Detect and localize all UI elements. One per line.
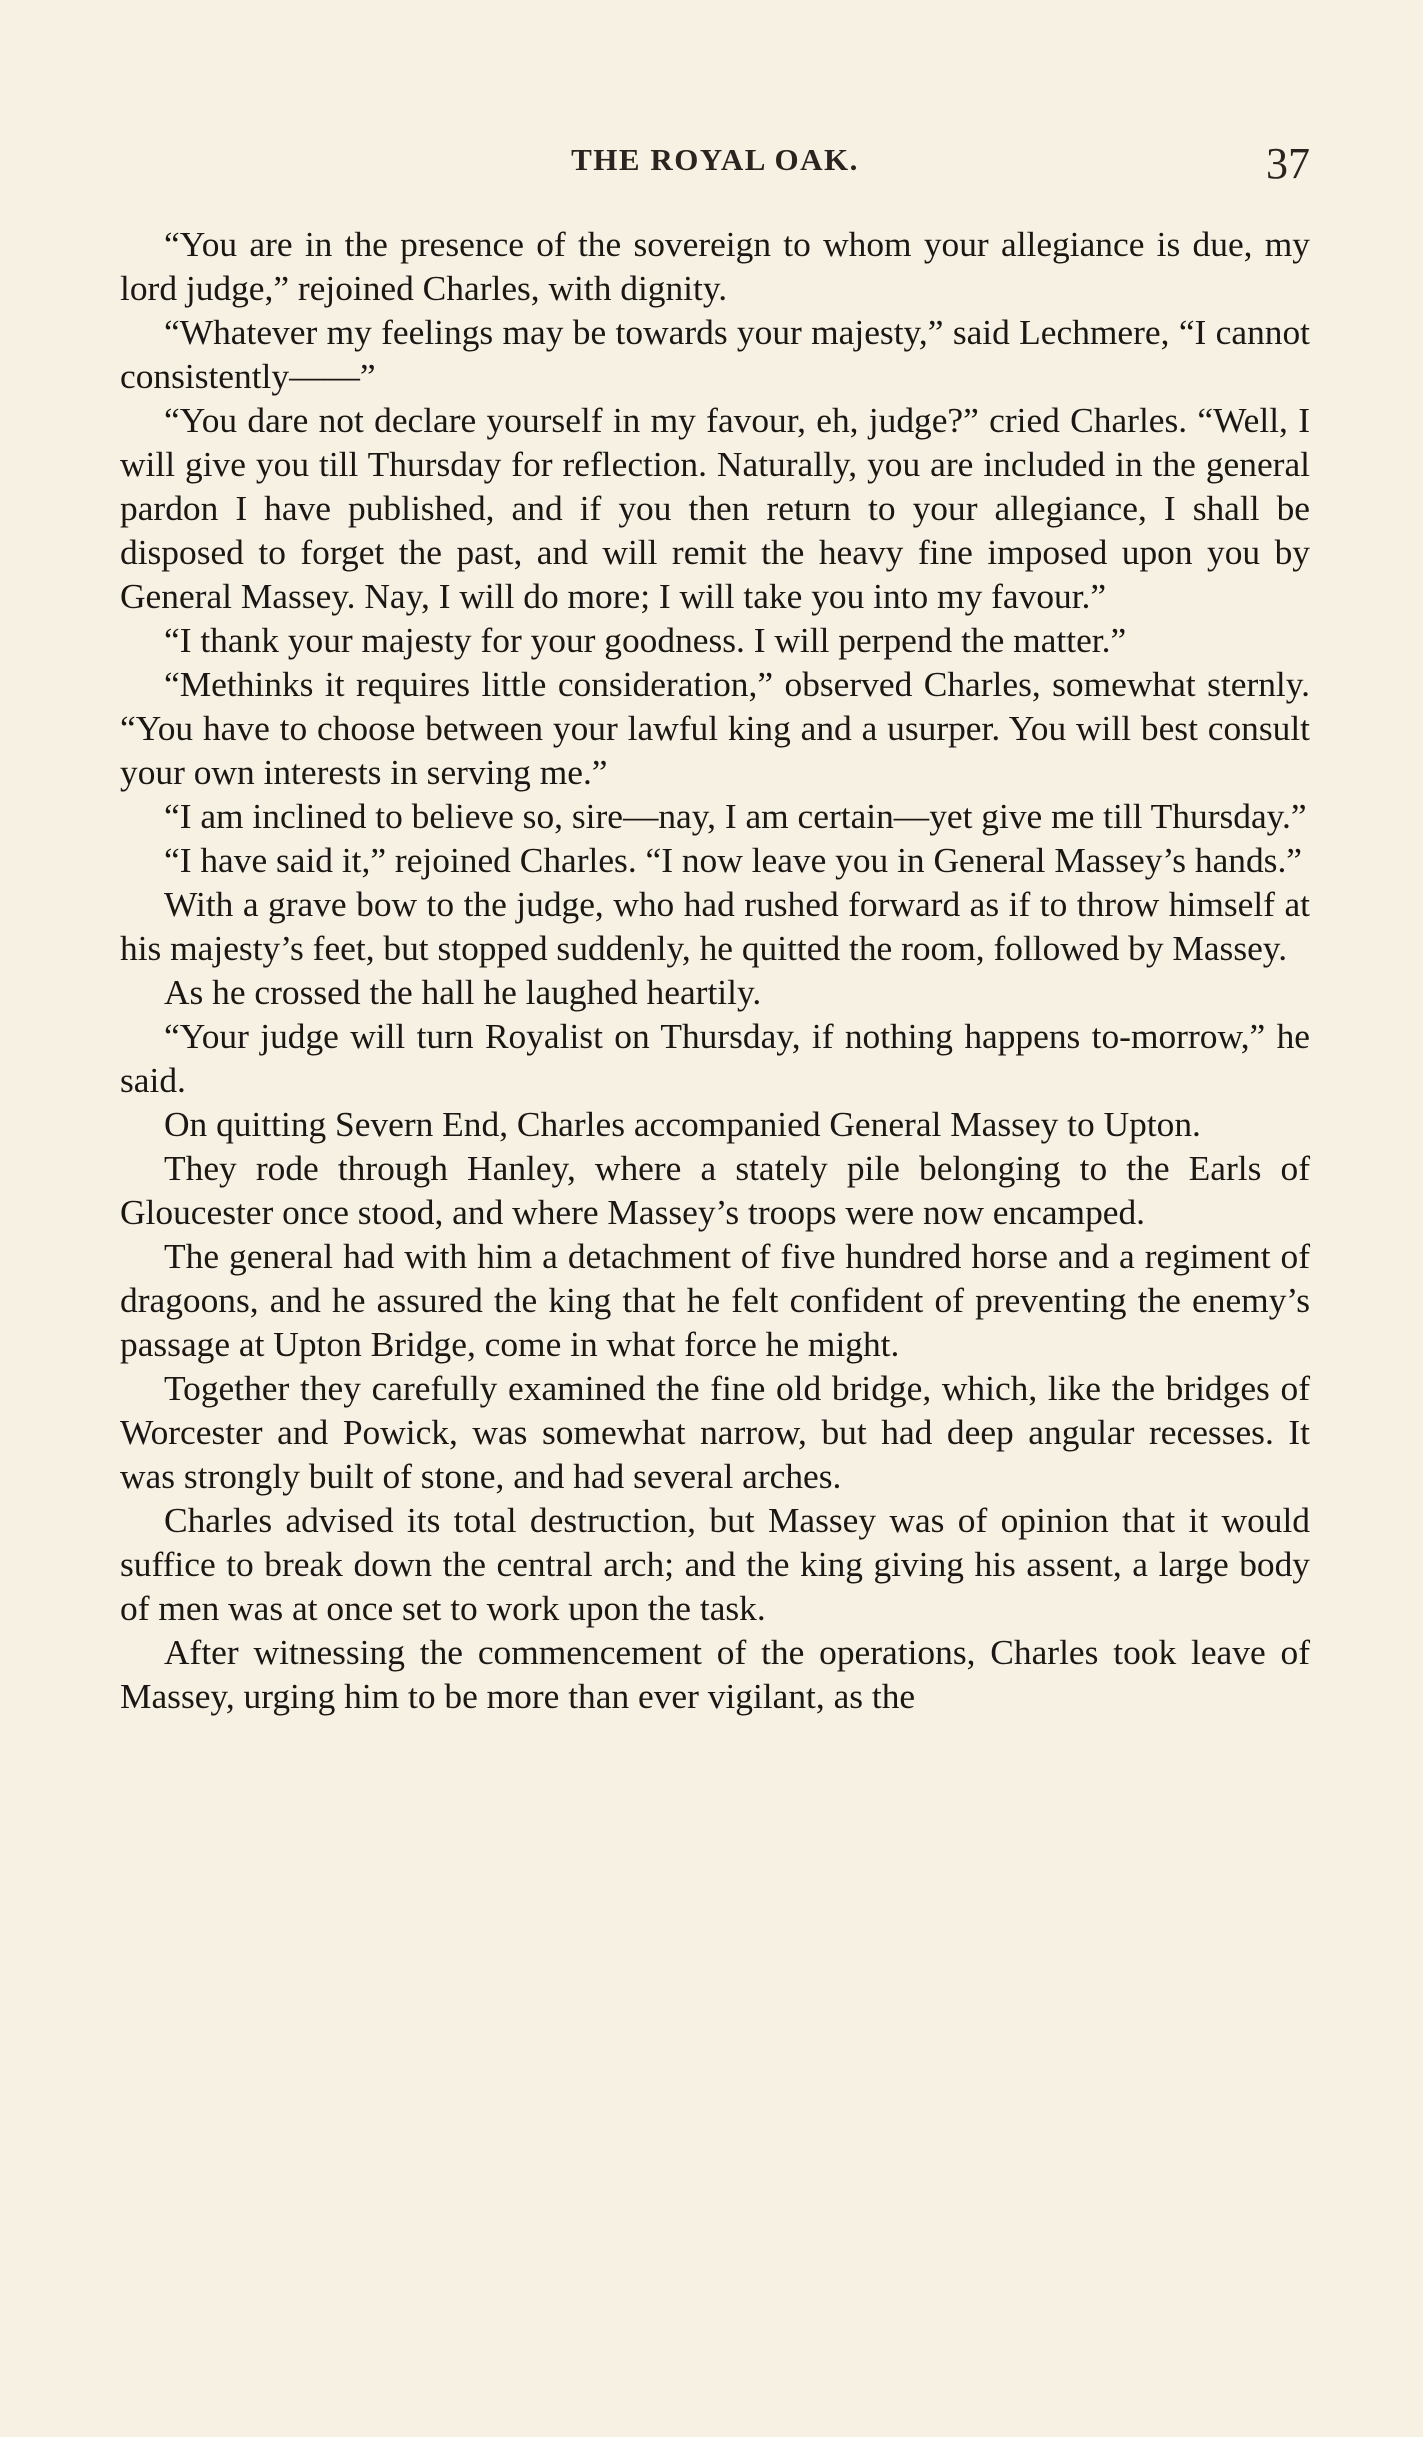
paragraph: As he crossed the hall he laughed heartily. [164, 972, 762, 1012]
paragraph: Charles advised its total destruction, but Massey was of opinion that it would suffice to break down the central arch; and the king giving his assent, a large body of men was at once set to work upon the task. [120, 1500, 1310, 1628]
paragraph: After witnessing the commencement of the operations, Charles took leave of Massey, urging him to be more than ever vigilant, as the [120, 1632, 1310, 1716]
paragraph: They rode through Hanley, where a stately pile belonging to the Earls of Gloucester once stood, and where Massey’s troops were now encamped. [120, 1148, 1310, 1232]
paragraph: “Methinks it requires little consideration,” observed Charles, somewhat sternly. “You have to choose between your lawful king and a usurper. You will best consult your own interests in serving me.” [120, 664, 1310, 792]
body-text [120, 222, 1310, 1718]
paragraph: “Whatever my feelings may be towards your majesty,” said Lechmere, “I cannot consistently——” [120, 312, 1310, 396]
paragraph: “You are in the presence of the sovereign to whom your allegiance is due, my lord judge,” rejoined Charles, with dignity. [120, 224, 1310, 308]
running-head [120, 139, 1310, 192]
running-title: THE ROYAL OAK. [571, 142, 859, 177]
paragraph: Together they carefully examined the fine old bridge, which, like the bridges of Worcester and Powick, was somewhat narrow, but had deep angular recesses. It was strongly built of stone, and had several arches. [120, 1368, 1310, 1496]
paragraph: With a grave bow to the judge, who had rushed forward as if to throw himself at his majesty’s feet, but stopped suddenly, he quitted the room, followed by Massey. [120, 884, 1310, 968]
paragraph: “I have said it,” rejoined Charles. “I now leave you in General Massey’s hands.” [164, 840, 1303, 880]
paragraph: “You dare not declare yourself in my favour, eh, judge?” cried Charles. “Well, I will give you till Thursday for reflection. Naturally, you are included in the general pardon I have published, and if you then return to your allegiance, I shall be disposed to forget the past, and will remit the heavy fine imposed upon you by General Massey. Nay, I will do more; I will take you into my favour.” [120, 400, 1310, 616]
paragraph: On quitting Severn End, Charles accompanied General Massey to Upton. [164, 1104, 1201, 1144]
paragraph: “I thank your majesty for your goodness. I will perpend the matter.” [164, 620, 1127, 660]
paragraph: “I am inclined to believe so, sire—nay, I am certain—yet give me till Thursday.” [164, 796, 1307, 836]
paragraph: The general had with him a detachment of five hundred horse and a regiment of dragoons, and he assured the king that he felt confident of preventing the enemy’s passage at Upton Bridge, come in what force he might. [120, 1236, 1310, 1364]
page-number: 37 [1266, 139, 1310, 188]
paragraph: “Your judge will turn Royalist on Thursday, if nothing happens to-morrow,” he said. [120, 1016, 1310, 1100]
